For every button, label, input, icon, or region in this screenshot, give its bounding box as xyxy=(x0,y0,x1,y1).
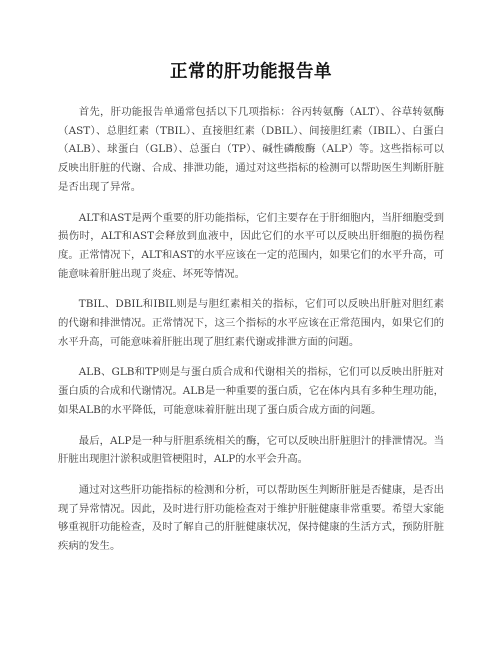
document-body xyxy=(58,103,444,556)
paragraph-alt-ast: ALT和AST是两个重要的肝功能指标，它们主要存在于肝细胞内，当肝细胞受到损伤时，ALT和AST会释放到血液中，因此它们的水平可以反映出肝细胞的损伤程度。正常情况下，ALT和AST的水平应该在一定的范围内，如果它们的水平升高，可能意味着肝脏出现了炎症、坏死等情况。 xyxy=(58,211,444,280)
paragraph-protein: ALB、GLB和TP则是与蛋白质合成和代谢相关的指标，它们可以反映出肝脏对蛋白质的合成和代谢情况。ALB是一种重要的蛋白质，它在体内具有多种生理功能，如果ALB的水平降低，可能意味着肝脏出现了蛋白质合成方面的问题。 xyxy=(58,366,444,416)
document-title: 正常的肝功能报告单 xyxy=(170,62,332,82)
paragraph-alp: 最后，ALP是一种与肝胆系统相关的酶，它可以反映出肝脏胆汁的排泄情况。当肝脏出现胆汁淤积或胆管梗阻时，ALP的水平会升高。 xyxy=(58,434,444,466)
paragraph-conclusion: 通过对这些肝功能指标的检测和分析，可以帮助医生判断肝脏是否健康，是否出现了异常情况。因此，及时进行肝功能检查对于维护肝脏健康非常重要。希望大家能够重视肝功能检查，及时了解自己的肝脏健康状况，保持健康的生活方式，预防肝脏疾病的发生。 xyxy=(58,483,444,553)
paragraph-bilirubin: TBIL、DBIL和IBIL则是与胆红素相关的指标，它们可以反映出肝脏对胆红素的代谢和排泄情况。正常情况下，这三个指标的水平应该在正常范围内，如果它们的水平升高，可能意味着肝脏出现了胆红素代谢或排泄方面的问题。 xyxy=(58,298,444,348)
paragraph-intro: 首先，肝功能报告单通常包括以下几项指标：谷丙转氨酶（ALT）、谷草转氨酶（AST）、总胆红素（TBIL）、直接胆红素（DBIL）、间接胆红素（IBIL）、白蛋白（ALB）、球蛋白（GLB）、总蛋白（TP）、碱性磷酸酶（ALP）等。这些指标可以反映出肝脏的代谢、合成、排泄功能，通过对这些指标的检测可以帮助医生判断肝脏是否出现了异常。 xyxy=(58,106,444,193)
